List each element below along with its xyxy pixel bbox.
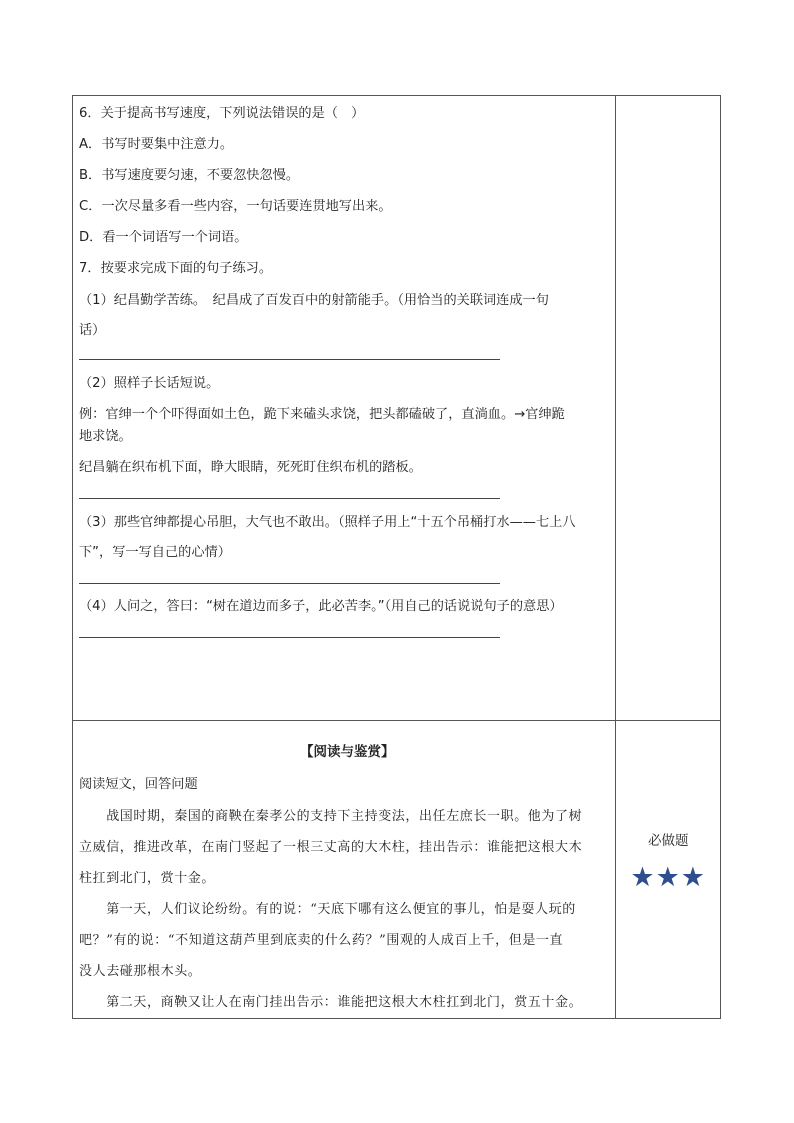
difficulty-stars-icon: ★★★ <box>630 862 707 893</box>
reading-passage <box>79 801 615 1018</box>
q7-part2-example-line2: 地求饶。 <box>79 429 132 444</box>
passage-line: 第一天，人们议论纷纷。有的说：“天底下哪有这么便宜的事儿，怕是耍人玩的 <box>79 902 576 917</box>
q7-stem: 7．按要求完成下面的句子练习。 <box>79 261 273 276</box>
q6-stem: 6．关于提高书写速度，下列说法错误的是（ ） <box>79 106 365 121</box>
q6-option-a: A．书写时要集中注意力。 <box>79 137 234 152</box>
q7-part1-line2: 话） <box>79 323 106 338</box>
exercise-row <box>73 96 721 721</box>
reading-side-cell <box>616 721 721 1019</box>
q6-option-b: B．书写速度要匀速，不要忽快忽慢。 <box>79 168 300 183</box>
passage-line: 战国时期，秦国的商鞅在秦孝公的支持下主持变法，出任左庶长一职。他为了树 <box>79 809 583 824</box>
exercise-side-cell <box>616 96 721 721</box>
q7-part2-title: （2）照样子长话短说。 <box>79 376 220 391</box>
answer-line-4[interactable] <box>79 637 500 638</box>
reading-cell <box>73 721 616 1019</box>
passage-line: 没人去碰那根木头。 <box>79 964 202 979</box>
q7-part2-task: 纪昌躺在织布机下面，睁大眼睛，死死盯住织布机的踏板。 <box>79 460 422 475</box>
q7-part1-line1: （1）纪昌勤学苦练。 纪昌成了百发百中的射箭能手。（用恰当的关联词连成一句 <box>79 293 549 308</box>
passage-line: 立威信，推进改革，在南门竖起了一根三丈高的大木柱，挂出告示：谁能把这根大木 <box>79 840 583 855</box>
exercise-cell <box>73 96 616 721</box>
q6-option-c: C．一次尽量多看一些内容，一句话要连贯地写出来。 <box>79 199 392 214</box>
q7-part3-line1: （3）那些官绅都提心吊胆，大气也不敢出。（照样子用上“十五个吊桶打水——七上八 <box>79 515 576 530</box>
passage-line: 吧？”有的说：“不知道这葫芦里到底卖的什么药？”围观的人成百上千，但是一直 <box>79 933 564 948</box>
q7-part3-line2: 下”，写一写自己的心情） <box>79 545 231 560</box>
required-tag: 必做题 <box>647 833 689 849</box>
q6-option-d: D．看一个词语写一个词语。 <box>79 230 248 245</box>
reading-row <box>73 721 721 1019</box>
section-title: 【阅读与鉴赏】 <box>299 743 395 760</box>
reading-instruction: 阅读短文，回答问题 <box>79 777 198 792</box>
q7-part4: （4）人问之，答曰：“树在道边而多子，此必苦李。”（用自己的话说说句子的意思） <box>79 599 563 614</box>
worksheet-table <box>72 95 721 1019</box>
passage-line: 柱扛到北门，赏十金。 <box>79 871 216 886</box>
q7-part2-example-line1: 例：官绅一个个吓得面如土色，跪下来磕头求饶，把头都磕破了，直淌血。→官绅跪 <box>79 407 565 422</box>
passage-line: 第二天，商鞅又让人在南门挂出告示：谁能把这根大木柱扛到北门，赏五十金。 <box>79 995 583 1010</box>
